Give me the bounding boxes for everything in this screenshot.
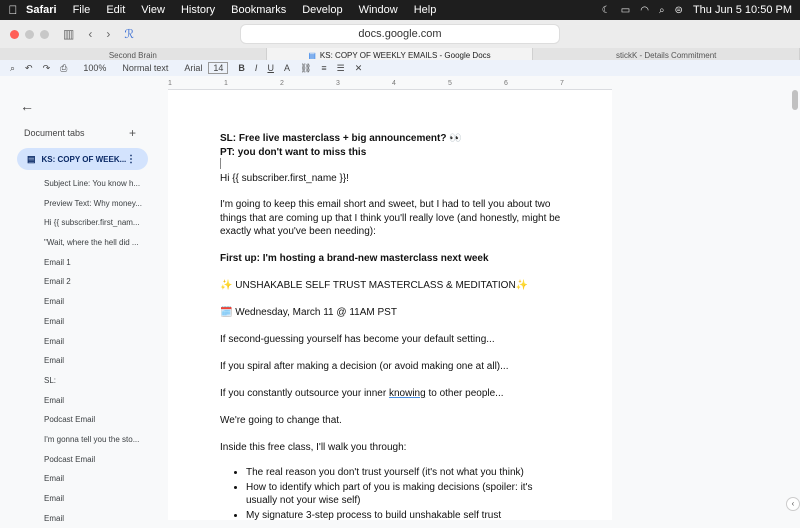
clock[interactable]: Thu Jun 5 10:50 PM	[692, 4, 792, 16]
add-tab-icon[interactable]: +	[129, 126, 137, 140]
outline-item[interactable]: Email 2	[44, 277, 71, 287]
zoom-select[interactable]: 100%	[83, 63, 107, 73]
active-tab-label: KS: COPY OF WEEK...	[41, 154, 127, 164]
outline-item[interactable]: Email	[44, 297, 65, 307]
outline-item[interactable]: Email	[44, 395, 65, 405]
bullet-list-icon[interactable]: ☰	[336, 62, 345, 73]
document-page[interactable]	[168, 90, 612, 520]
outline-item[interactable]: Hi {{ subscriber.first_nam...	[44, 218, 140, 228]
spellcheck-word[interactable]: knowing	[388, 388, 426, 399]
text-color-icon[interactable]: A	[283, 63, 290, 73]
back-arrow-icon[interactable]: ←	[20, 98, 34, 114]
document-tabs-sidebar	[0, 90, 168, 523]
first-up-heading: First up: I'm hosting a brand-new masterclass next week	[220, 253, 489, 264]
sidebar-toggle-icon[interactable]: ▥	[63, 27, 75, 41]
battery-icon[interactable]: ▭	[620, 4, 631, 16]
masterclass-title: ✨ UNSHAKABLE SELF TRUST MASTERCLASS & MEDITATION✨	[220, 280, 529, 291]
bullet-list	[234, 466, 554, 524]
outline-item[interactable]: Preview Text: Why money...	[44, 198, 142, 208]
ruler[interactable]: 1 1 2 3 4 5 6 7	[168, 78, 612, 90]
moon-icon[interactable]: ☾	[601, 4, 611, 16]
expand-icon[interactable]: ‹	[786, 497, 800, 511]
paragraph: If second-guessing yourself has become your default setting...	[220, 334, 495, 345]
paragraph: If you spiral after making a decision (or avoid making one at all)...	[220, 361, 509, 372]
outline-item[interactable]: "Wait, where the hell did ...	[44, 238, 139, 248]
outline-item[interactable]: Email	[44, 494, 65, 503]
outline-item[interactable]: Email	[44, 474, 65, 484]
bullet-item: • My signature 3-step process to build unshakable self trust	[246, 509, 554, 522]
menu-view[interactable]: View	[141, 4, 165, 16]
text-cursor	[220, 158, 221, 169]
docs-icon: ▤	[308, 51, 316, 60]
zoom-window-button[interactable]	[40, 30, 49, 39]
intro-paragraph: I'm going to keep this email short and sweet, but I had to tell you about two things that are coming up that I think you'll really love (and honestly, might be exactly what you've been needing):	[220, 199, 561, 237]
italic-icon[interactable]: I	[254, 63, 258, 73]
preview-text: PT: you don't want to miss this	[220, 147, 367, 158]
vertical-scrollbar[interactable]	[792, 90, 798, 110]
forward-icon[interactable]: ›	[106, 27, 111, 41]
outline-item[interactable]: SL:	[44, 375, 57, 385]
sidebar-title: Document tabs	[24, 128, 85, 138]
tab-label: Second Brain	[108, 51, 157, 60]
back-icon[interactable]: ‹	[88, 27, 93, 41]
outline-item[interactable]: Email	[44, 356, 65, 366]
greeting: Hi {{ subscriber.first_name }}!	[220, 173, 349, 184]
window-controls	[10, 30, 49, 39]
menu-safari[interactable]: Safari	[26, 4, 57, 16]
text-run: If you constantly outsource your inner	[220, 388, 389, 399]
outline-item[interactable]: Podcast Email	[44, 415, 96, 425]
bullet-item: • The real reason you don't trust yourself (it's not what you think)	[246, 466, 554, 479]
outline-item[interactable]: I'm gonna tell you the sto...	[44, 434, 140, 444]
print-icon[interactable]: ⎙	[60, 62, 68, 73]
outline-item[interactable]: Email	[44, 513, 65, 523]
outline-item[interactable]: Email 1	[44, 257, 71, 267]
link-icon[interactable]: ⛓	[299, 62, 312, 73]
clear-format-icon[interactable]: ✕	[354, 62, 363, 73]
apple-icon[interactable]	[0, 3, 26, 17]
outline-item[interactable]: Podcast Email	[44, 454, 96, 464]
menu-window[interactable]: Window	[358, 4, 398, 16]
font-size-input[interactable]: 14	[208, 62, 228, 74]
doc-tab-icon: ▤	[27, 153, 36, 164]
paragraph: Inside this free class, I'll walk you through:	[220, 442, 407, 453]
search-icon[interactable]: ⌕	[658, 4, 665, 16]
tab-label: stickK - Details Commitment	[615, 51, 717, 60]
bold-icon[interactable]: B	[238, 63, 245, 73]
docs-toolbar	[0, 60, 800, 76]
menu-history[interactable]: History	[180, 4, 216, 16]
search-menus-icon[interactable]: ⌕	[10, 62, 16, 73]
bullet-item: • How to identify which part of you is making decisions (spoiler: it's usually not your wise self)	[246, 481, 554, 507]
safari-toolbar	[0, 20, 800, 48]
text-run: to other people...	[425, 388, 504, 399]
url-bar[interactable]: docs.google.com	[240, 24, 560, 44]
paragraph: We're going to change that.	[220, 415, 342, 426]
extension-icon[interactable]: ℛ	[124, 27, 134, 41]
menu-bookmarks[interactable]: Bookmarks	[231, 4, 287, 16]
outline-item[interactable]: Email	[44, 316, 65, 326]
style-select[interactable]: Normal text	[122, 63, 169, 73]
font-select[interactable]: Arial	[184, 63, 203, 73]
outline-item[interactable]: Email	[44, 336, 65, 346]
tab-label: KS: COPY OF WEEKLY EMAILS - Google Docs	[319, 51, 491, 60]
menu-help[interactable]: Help	[413, 4, 437, 16]
redo-icon[interactable]: ↷	[42, 62, 51, 73]
menu-develop[interactable]: Develop	[302, 4, 343, 16]
close-window-button[interactable]	[10, 30, 19, 39]
subject-line: SL: Free live masterclass + big announcement? 👀	[220, 133, 462, 144]
more-options-icon[interactable]: ⋮	[126, 153, 136, 165]
menu-edit[interactable]: Edit	[106, 4, 126, 16]
macos-menubar	[0, 0, 800, 20]
align-icon[interactable]: ≡	[321, 63, 327, 73]
wifi-icon[interactable]: ◠	[640, 4, 649, 16]
tab-outline	[44, 174, 154, 528]
control-center-icon[interactable]: ⊜	[674, 4, 683, 16]
minimize-window-button[interactable]	[25, 30, 34, 39]
paragraph	[220, 387, 565, 401]
underline-icon[interactable]: U	[267, 63, 274, 73]
menu-file[interactable]: File	[72, 4, 91, 16]
outline-item[interactable]: Subject Line: You know h...	[44, 179, 141, 188]
event-date: 🗓️ Wednesday, March 11 @ 11AM PST	[220, 307, 397, 318]
undo-icon[interactable]: ↶	[25, 62, 33, 73]
active-document-tab[interactable]	[17, 148, 148, 170]
right-margin-area	[612, 90, 800, 520]
